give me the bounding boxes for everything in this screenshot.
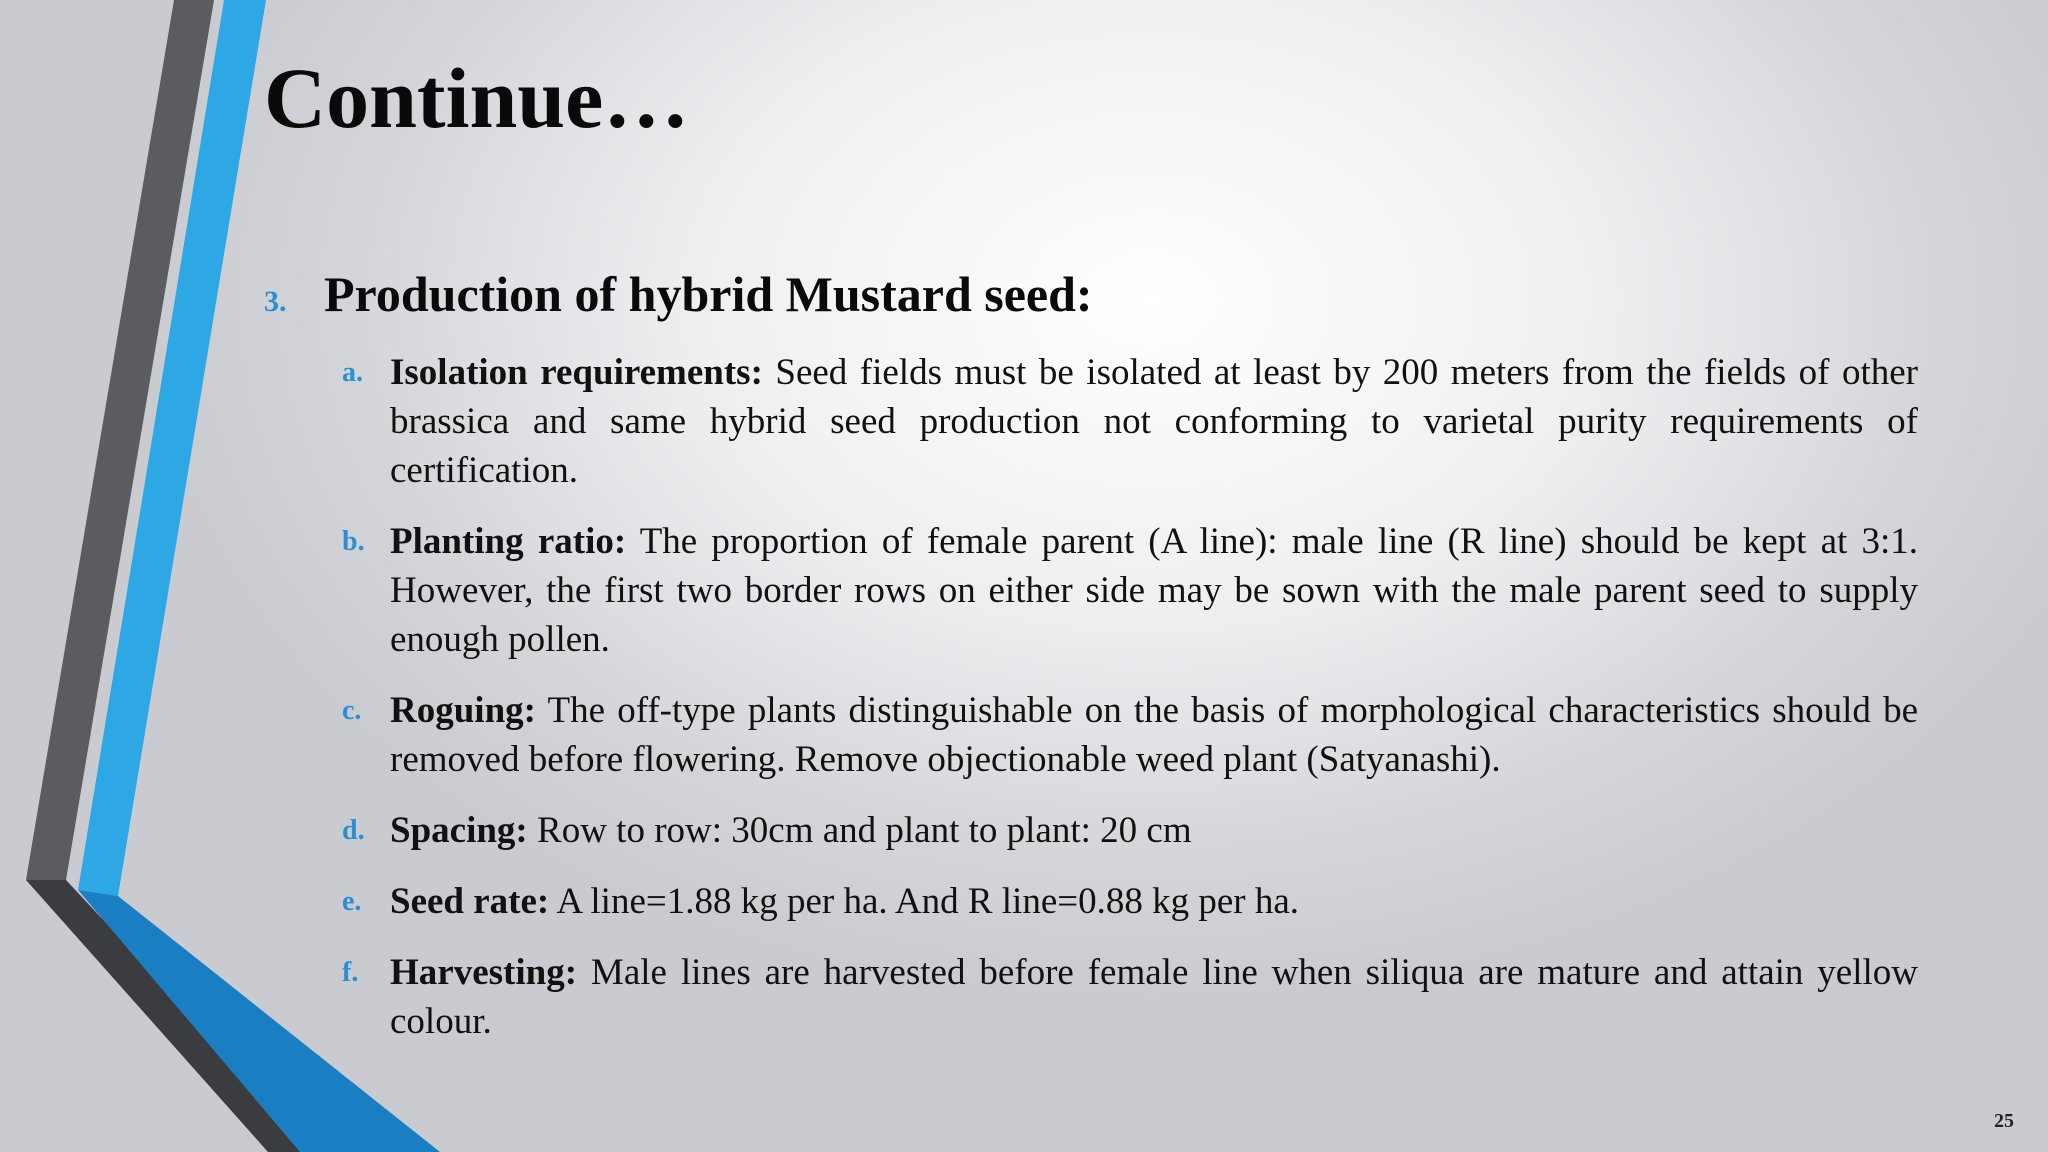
- section-production-hybrid-mustard: [264, 262, 1919, 1042]
- list-item-isolation: [342, 348, 1918, 495]
- item-body: The proportion of female parent (A line): male line (R line) should be kept at 3:1. However, the first two border rows on either side may be sown with the male parent seed to supply enough pollen.: [390, 521, 1919, 660]
- item-marker: f.: [342, 957, 359, 988]
- list-item-roguing: [342, 686, 1918, 784]
- list-item-seed-rate: [342, 877, 1918, 926]
- item-label: Spacing:: [390, 810, 528, 851]
- item-text: [390, 517, 1918, 664]
- item-body: Male lines are harvested before female line when siliqua are mature and attain yellow colour.: [390, 952, 1918, 1042]
- slide-title: Continue…: [264, 50, 690, 146]
- item-text: [390, 948, 1918, 1046]
- item-text: [390, 686, 1918, 784]
- item-body: A line=1.88 kg per ha. And R line=0.88 kg per ha.: [549, 881, 1300, 922]
- item-label: Harvesting:: [390, 952, 578, 993]
- section-number: 3.: [264, 285, 287, 318]
- item-marker: e.: [342, 886, 362, 917]
- item-body: The off-type plants distinguishable on the basis of morphological characteristics should be removed before flowering. Remove objectionable weed plant (Satyanashi).: [390, 690, 1918, 780]
- item-body: Row to row: 30cm and plant to plant: 20 cm: [527, 810, 1192, 851]
- list-item-planting-ratio: [342, 517, 1918, 664]
- item-marker: c.: [342, 695, 362, 726]
- list-item-spacing: [342, 806, 1918, 855]
- item-body: Seed fields must be isolated at least by 200 meters from the fields of other brassica and same hybrid seed production not conforming to varietal purity requirements of certification.: [390, 352, 1918, 491]
- item-text: [390, 348, 1918, 495]
- item-marker: d.: [342, 815, 365, 846]
- page-number: 25: [1994, 1110, 2014, 1132]
- item-marker: a.: [342, 357, 363, 388]
- item-text: [390, 806, 1918, 855]
- item-label: Roguing:: [390, 690, 536, 731]
- item-label: Planting ratio:: [390, 521, 627, 562]
- item-label: Isolation requirements:: [390, 352, 763, 393]
- item-label: Seed rate:: [390, 881, 550, 922]
- section-head: [264, 262, 1918, 326]
- item-text: [390, 877, 1918, 926]
- list-item-harvesting: [342, 948, 1918, 1046]
- sub-item-list: [342, 348, 1918, 1068]
- item-marker: b.: [342, 526, 365, 557]
- section-heading: Production of hybrid Mustard seed:: [324, 266, 1093, 322]
